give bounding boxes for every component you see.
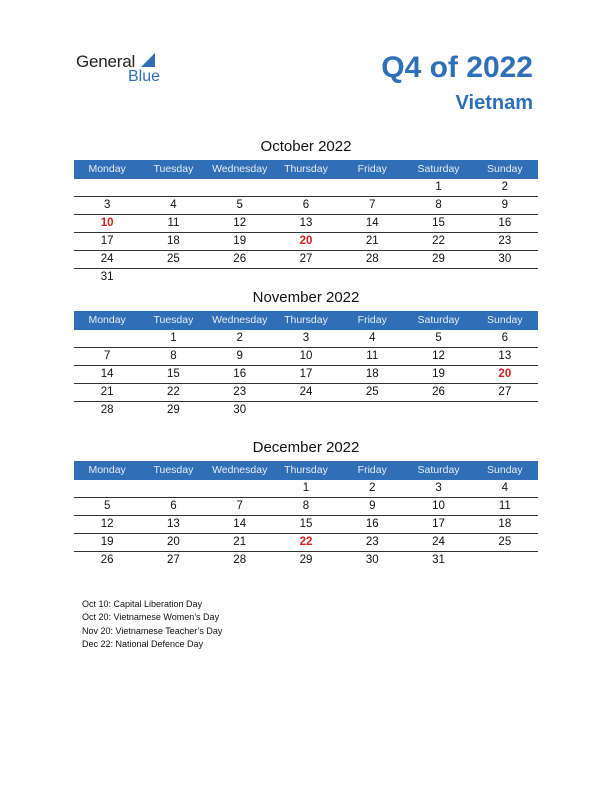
day-cell: 15 [432, 217, 445, 229]
day-cell: 17 [432, 518, 445, 530]
logo [76, 52, 176, 88]
day-cell: 3 [103, 199, 111, 211]
day-cell: 6 [302, 199, 310, 211]
weekday-label: Monday [88, 464, 126, 476]
day-cell: 11 [366, 350, 379, 362]
day-cell: 14 [100, 368, 114, 380]
day-cell: 19 [432, 368, 445, 380]
day-cell: 18 [167, 235, 180, 247]
weekday-label: Wednesday [212, 163, 268, 175]
day-cell: 2 [369, 482, 376, 494]
day-cell [273, 269, 339, 286]
day-cell [140, 179, 206, 196]
month-october [74, 138, 538, 286]
day-cell [207, 480, 273, 497]
day-cell [339, 402, 405, 419]
day-cell [74, 330, 140, 347]
weekday-label: Monday [88, 314, 126, 326]
day-cell: 26 [432, 386, 445, 398]
day-cell: 22 [299, 536, 313, 548]
day-cell: 5 [236, 199, 243, 211]
day-cell: 7 [103, 350, 111, 362]
day-cell: 11 [167, 217, 180, 229]
day-cell: 29 [299, 554, 313, 566]
day-cell: 16 [498, 217, 512, 229]
day-cell: 13 [299, 217, 313, 229]
day-cell [472, 269, 538, 286]
week-row [74, 534, 538, 552]
day-cell: 5 [103, 500, 111, 512]
weekday-header [74, 160, 538, 179]
day-cell [74, 480, 140, 497]
day-cell [339, 269, 405, 286]
day-cell: 10 [100, 217, 114, 229]
day-cell: 3 [435, 482, 442, 494]
day-cell: 15 [167, 368, 180, 380]
day-cell: 19 [100, 536, 114, 548]
day-cell: 8 [170, 350, 177, 362]
month-title: November 2022 [252, 289, 360, 306]
weekday-header [74, 311, 538, 330]
day-cell: 16 [233, 368, 247, 380]
weekday-label: Tuesday [153, 163, 194, 175]
day-cell: 12 [233, 217, 247, 229]
weekday-label: Saturday [417, 163, 460, 175]
week-row [74, 366, 538, 384]
day-cell: 7 [369, 199, 376, 211]
day-cell: 23 [233, 386, 247, 398]
week-row [74, 233, 538, 251]
week-row [74, 402, 538, 419]
week-row [74, 348, 538, 366]
day-cell: 24 [432, 536, 445, 548]
day-cell: 21 [365, 235, 379, 247]
country-name: Vietnam [455, 92, 533, 114]
week-row [74, 197, 538, 215]
holiday-note: Nov 20: Vietnamese Teacher’s Day [82, 625, 223, 636]
day-cell: 13 [498, 350, 512, 362]
holiday-note: Oct 10: Capital Liberation Day [82, 599, 203, 609]
day-cell [140, 269, 206, 286]
day-cell: 12 [432, 350, 445, 362]
day-cell [74, 179, 140, 196]
day-cell: 6 [501, 332, 509, 344]
day-cell: 9 [369, 500, 376, 512]
day-cell: 20 [167, 536, 180, 548]
holiday-note: Dec 22: National Defence Day [82, 639, 204, 650]
day-cell: 9 [236, 350, 243, 362]
week-row [74, 179, 538, 197]
month-title: December 2022 [252, 439, 360, 456]
day-cell [273, 402, 339, 419]
week-row [74, 480, 538, 498]
day-cell: 15 [299, 518, 313, 530]
weekday-label: Friday [357, 314, 387, 326]
page-title: Q4 of 2022 [381, 51, 533, 84]
day-cell: 23 [365, 536, 379, 548]
day-cell: 1 [302, 482, 310, 494]
day-cell: 27 [498, 386, 512, 398]
day-cell: 22 [432, 235, 445, 247]
day-cell [273, 179, 339, 196]
day-cell: 30 [233, 404, 247, 416]
logo-general-text: General [76, 52, 136, 71]
day-cell: 2 [501, 181, 509, 193]
day-cell: 18 [498, 518, 512, 530]
day-cell: 10 [299, 350, 313, 362]
day-cell: 24 [299, 386, 313, 398]
day-cell: 4 [170, 199, 177, 211]
weekday-label: Sunday [487, 163, 523, 175]
day-cell: 31 [100, 271, 114, 283]
day-cell: 7 [236, 500, 243, 512]
day-cell: 30 [498, 253, 512, 265]
day-cell: 18 [365, 368, 379, 380]
day-cell: 28 [100, 404, 114, 416]
weekday-label: Thursday [284, 314, 328, 326]
weekday-label: Tuesday [153, 314, 194, 326]
weekday-label: Friday [357, 464, 387, 476]
day-cell: 16 [365, 518, 379, 530]
day-cell: 8 [435, 199, 442, 211]
day-cell: 4 [369, 332, 376, 344]
day-cell: 6 [170, 500, 177, 512]
weekday-label: Thursday [284, 464, 328, 476]
holiday-notes [82, 598, 222, 652]
week-row [74, 330, 538, 348]
week-row [74, 215, 538, 233]
week-row [74, 384, 538, 402]
weekday-label: Tuesday [153, 464, 194, 476]
day-cell: 1 [435, 181, 442, 193]
weekday-label: Wednesday [212, 464, 268, 476]
day-cell: 10 [432, 500, 445, 512]
day-cell: 12 [100, 518, 114, 530]
month-november [74, 289, 538, 419]
day-cell: 14 [233, 518, 247, 530]
weekday-label: Saturday [417, 314, 460, 326]
weekday-header [74, 461, 538, 480]
logo-blue-text: Blue [128, 68, 161, 85]
weekday-label: Sunday [487, 464, 523, 476]
day-cell: 20 [498, 368, 512, 380]
day-cell: 25 [498, 536, 512, 548]
month-december [74, 439, 538, 569]
day-cell: 27 [299, 253, 313, 265]
day-cell: 5 [435, 332, 442, 344]
day-cell: 2 [236, 332, 243, 344]
week-row [74, 516, 538, 534]
day-cell: 28 [365, 253, 379, 265]
day-cell [207, 269, 273, 286]
day-cell: 3 [302, 332, 310, 344]
weekday-label: Monday [88, 163, 126, 175]
weekday-label: Wednesday [212, 314, 268, 326]
day-cell: 13 [167, 518, 180, 530]
day-cell [140, 480, 206, 497]
day-cell: 26 [100, 554, 114, 566]
week-row [74, 251, 538, 269]
day-cell: 24 [100, 253, 114, 265]
day-cell: 23 [498, 235, 512, 247]
weekday-label: Sunday [487, 314, 523, 326]
day-cell: 21 [100, 386, 114, 398]
day-cell: 17 [299, 368, 313, 380]
day-cell: 25 [167, 253, 180, 265]
day-cell: 20 [299, 235, 313, 247]
day-cell: 1 [170, 332, 177, 344]
day-cell: 17 [100, 235, 114, 247]
day-cell [472, 402, 538, 419]
day-cell: 22 [167, 386, 180, 398]
day-cell: 9 [501, 199, 509, 211]
holiday-note: Oct 20: Vietnamese Women’s Day [82, 612, 220, 623]
month-title: October 2022 [260, 138, 352, 155]
week-row [74, 552, 538, 569]
weekday-label: Saturday [417, 464, 460, 476]
day-cell [339, 179, 405, 196]
day-cell: 28 [233, 554, 247, 566]
week-row [74, 269, 538, 286]
day-cell [405, 402, 471, 419]
day-cell: 21 [233, 536, 247, 548]
day-cell [207, 179, 273, 196]
weekday-label: Thursday [284, 163, 328, 175]
day-cell: 14 [365, 217, 379, 229]
day-cell: 29 [432, 253, 445, 265]
logo-triangle-icon [141, 53, 155, 67]
day-cell: 30 [365, 554, 379, 566]
day-cell: 25 [365, 386, 379, 398]
day-cell [472, 552, 538, 569]
day-cell: 29 [167, 404, 180, 416]
week-row [74, 498, 538, 516]
day-cell: 27 [167, 554, 180, 566]
day-cell: 31 [432, 554, 445, 566]
day-cell: 11 [498, 500, 511, 512]
day-cell: 19 [233, 235, 247, 247]
day-cell: 8 [302, 500, 310, 512]
weekday-label: Friday [357, 163, 387, 175]
day-cell: 26 [233, 253, 247, 265]
day-cell: 4 [501, 482, 509, 494]
day-cell [405, 269, 471, 286]
